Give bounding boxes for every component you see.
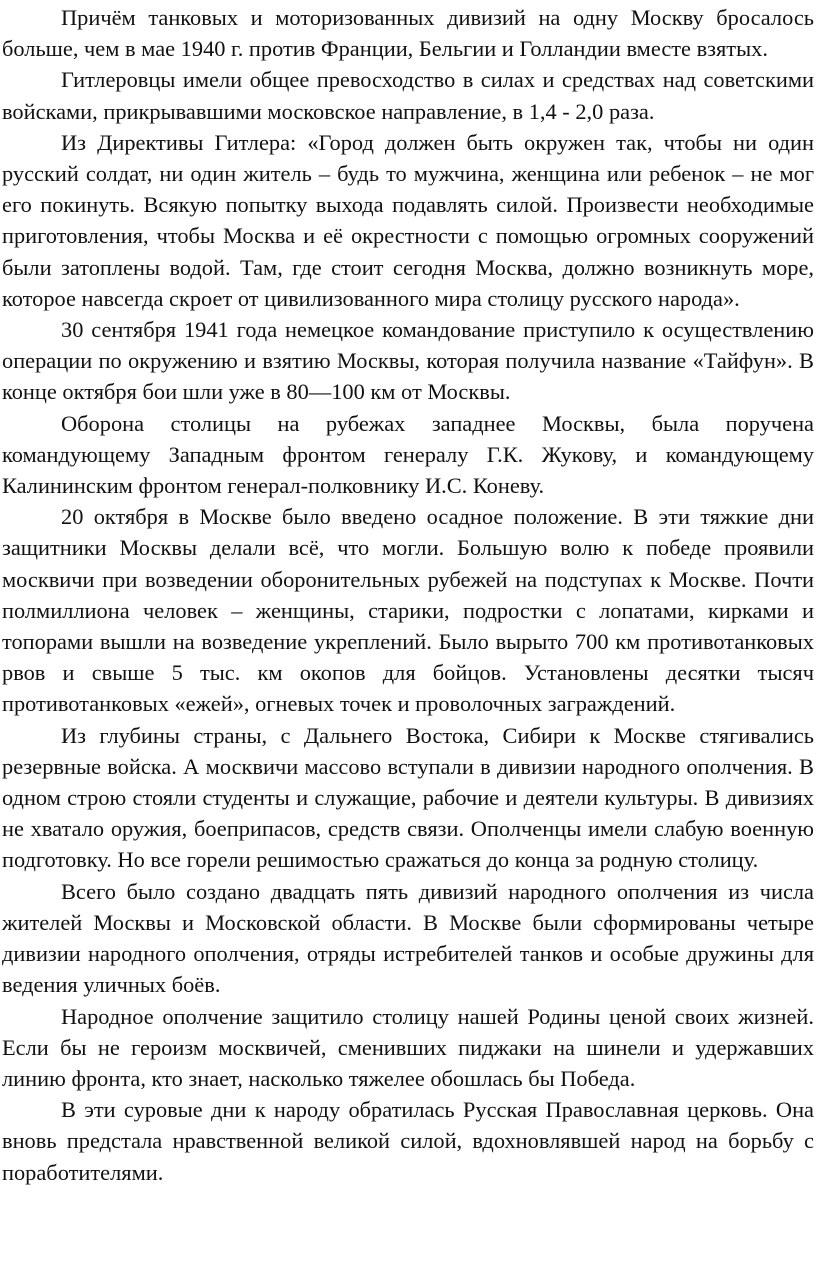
paragraph-3: Из Директивы Гитлера: «Город должен быть окружен так, чтобы ни один русский солдат, ни один житель – будь то мужчина, женщина или ребенок – не мог его покинуть. Всякую попытку выхода подавлять силой. Произвести необходимые приготовления, чтобы Москва и её окрестности с помощью огромных сооружений были затоплены водой. Там, где стоит сегодня Москва, должно возникнуть море, которое навсегда скроет от цивилизованного мира столицу русского народа». — [2, 129, 814, 311]
paragraph-1: Причём танковых и моторизованных дивизий на одну Москву бросалось больше, чем в мае 1940 г. против Франции, Бельгии и Голландии вместе взятых. — [2, 5, 814, 62]
paragraph-8: Всего было создано двадцать пять дивизий народного ополчения из числа жителей Москвы и Московской области. В Москве были сформированы четыре дивизии народного ополчения, отряды истребителей танков и особые дружины для ведения уличных боёв. — [2, 878, 814, 998]
paragraph-2: Гитлеровцы имели общее превосходство в силах и средствах над советскими войсками, прикрывавшими московское направление, в 1,4 - 2,0 раза. — [2, 67, 814, 124]
paragraph-7: Из глубины страны, с Дальнего Востока, Сибири к Москве стягивались резервные войска. А москвичи массово вступали в дивизии народного ополчения. В одном строю стояли студенты и служащие, рабочие и деятели культуры. В дивизиях не хватало оружия, боеприпасов, средств связи. Ополченцы имели слабую военную подготовку. Но все горели решимостью сражаться до конца за родную столицу. — [2, 722, 814, 873]
paragraph-10: В эти суровые дни к народу обратилась Русская Православная церковь. Она вновь предстала нравственной великой силой, вдохновлявшей народ на борьбу с поработителями. — [2, 1097, 814, 1185]
paragraph-4: 30 сентября 1941 года немецкое командование приступило к осуществлению операции по окружению и взятию Москвы, которая получила название «Тайфун». В конце октября бои шли уже в 80—100 км от Москвы. — [2, 317, 814, 405]
paragraph-9: Народное ополчение защитило столицу нашей Родины ценой своих жизней. Если бы не героизм москвичей, сменивших пиджаки на шинели и удержавших линию фронта, кто знает, насколько тяжелее обошлась бы Победа. — [2, 1003, 814, 1091]
paragraph-5: Оборона столицы на рубежах западнее Москвы, была поручена командующему Западным фронтом генералу Г.К. Жукову, и командующему Калининским фронтом генерал-полковнику И.С. Коневу. — [2, 410, 814, 499]
paragraph-6: 20 октября в Москве было введено осадное положение. В эти тяжкие дни защитники Москвы делали всё, что могли. Большую волю к победе проявили москвичи при возведении оборонительных рубежей на подступах к Москве. Почти полмиллиона человек – женщины, старики, подростки с лопатами, кирками и топорами вышли на возведение укреплений. Было вырыто 700 км противотанковых рвов и свыше 5 тыс. км окопов для бойцов. Установлены десятки тысяч противотанковых «ежей», огневых точек и проволочных заграждений. — [2, 504, 814, 717]
